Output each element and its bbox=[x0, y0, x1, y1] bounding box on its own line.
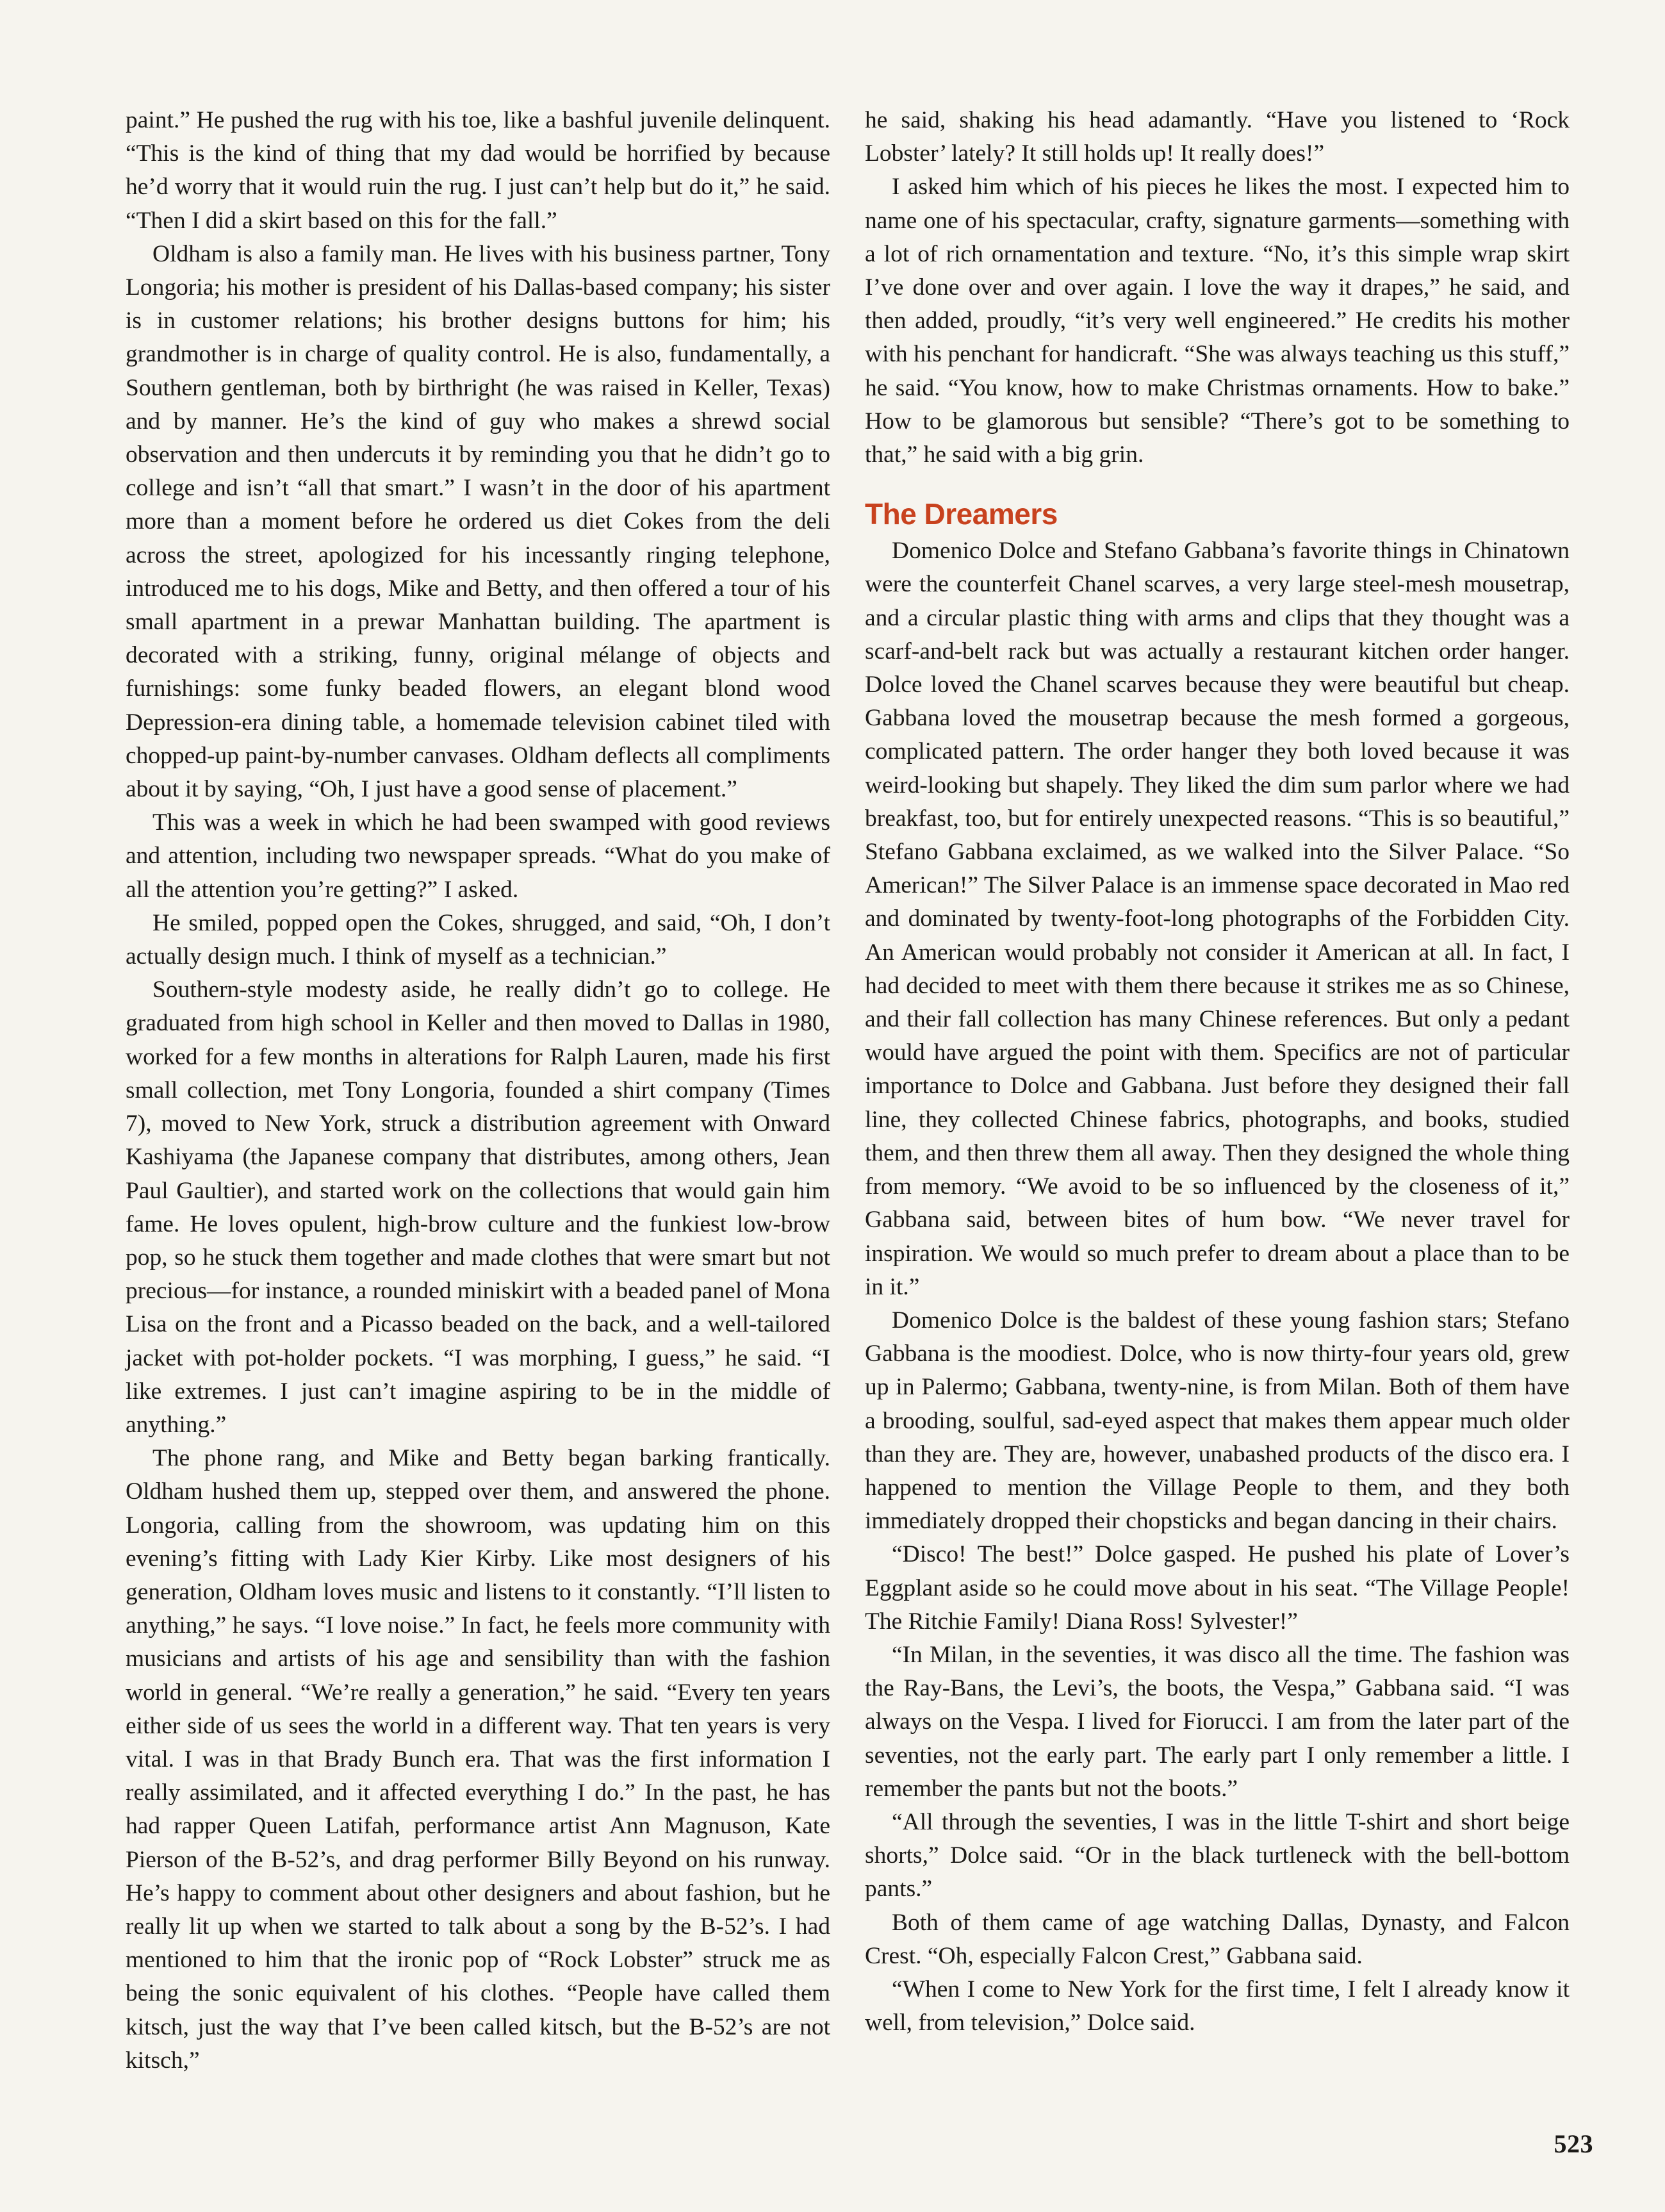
paragraph: he said, shaking his head adamantly. “Have you listened to ‘Rock Lobster’ lately? It still holds up! It really does!” bbox=[865, 107, 1570, 167]
paragraph: “When I come to New York for the first time, I felt I already know it well, from television,” Dolce said. bbox=[865, 1976, 1570, 2036]
section-heading: The Dreamers bbox=[865, 497, 1058, 531]
paragraph: Both of them came of age watching Dallas, Dynasty, and Falcon Crest. “Oh, especially Falcon Crest,” Gabbana said. bbox=[865, 1909, 1570, 1969]
paragraph: Domenico Dolce is the baldest of these young fashion stars; Stefano Gabbana is the moodiest. Dolce, who is now thirty-four years old, grew up in Palermo; Gabbana, twenty-nine, is from Milan. Both of them have a brooding, soulful, sad-eyed aspect that makes them appear much older than they are. They are, however, unabashed products of the disco era. I happened to mention the Village People to them, and they both immediately dropped their chopsticks and began dancing in their chairs. bbox=[865, 1307, 1570, 1535]
paragraph: paint.” He pushed the rug with his toe, like a bashful juvenile delinquent. “This is the kind of thing that my dad would be horrified by because he’d worry that it would ruin the rug. I just can’t help but do it,” he said. “Then I did a skirt based on this for the fall.” bbox=[126, 107, 830, 234]
paragraph: Oldham is also a family man. He lives with his business partner, Tony Longoria; his mother is president of his Dallas-based company; his sister is in customer relations; his brother designs buttons for him; his grandmother is in charge of quality control. He is also, fundamentally, a Southern gentleman, both by birthright (he was raised in Keller, Texas) and by manner. He’s the kind of guy who makes a shrewd social observation and then undercuts it by reminding you that he didn’t go to college and isn’t “all that smart.” I wasn’t in the door of his apartment more than a moment before he ordered us diet Cokes from the deli across the street, apologized for his incessantly ringing telephone, introduced me to his dogs, Mike and Betty, and then offered a tour of his small apartment in a prewar Manhattan building. The apartment is decorated with a striking, funny, original mélange of objects and furnishings: some funky beaded flowers, an elegant blond wood Depression-era dining table, a homemade television cabinet tiled with chopped-up paint-by-number canvases. Oldham deflects all compliments about it by saying, “Oh, I just have a good sense of placement.” bbox=[126, 240, 830, 803]
paragraph: He smiled, popped open the Cokes, shrugged, and said, “Oh, I don’t actually design much. I think of myself as a technician.” bbox=[126, 909, 830, 970]
paragraph: Southern-style modesty aside, he really didn’t go to college. He graduated from high school in Keller and then moved to Dallas in 1980, worked for a few months in alterations for Ralph Lauren, made his first small collection, met Tony Longoria, founded a shirt company (Times 7), moved to New York, struck a distribution agreement with Onward Kashiyama (the Japanese company that distributes, among others, Jean Paul Gaultier), and started work on the collections that would gain him fame. He loves opulent, high-brow culture and the funkiest low-brow pop, so he stuck them together and made clothes that were smart but not precious—for instance, a rounded miniskirt with a beaded panel of Mona Lisa on the front and a Picasso beaded on the back, and a well-tailored jacket with pot-holder pockets. “I was morphing, I guess,” he said. “I like extremes. I just can’t imagine aspiring to be in the middle of anything.” bbox=[126, 977, 830, 1438]
paragraph: This was a week in which he had been swamped with good reviews and attention, including two newspaper spreads. “What do you make of all the attention you’re getting?” I asked. bbox=[126, 809, 830, 903]
paragraph: The phone rang, and Mike and Betty began barking frantically. Oldham hushed them up, stepped over them, and answered the phone. Longoria, calling from the showroom, was updating him on this evening’s fitting with Lady Kier Kirby. Like most designers of his generation, Oldham loves music and listens to it constantly. “I’ll listen to anything,” he says. “I love noise.” In fact, he feels more community with musicians and artists of his age and sensibility than with the fashion world in general. “We’re really a generation,” he said. “Every ten years either side of us sees the world in a different way. That ten years is very vital. I was in that Brady Bunch era. That was the first information I really assimilated, and it affected everything I do.” In the past, he has had rapper Queen Latifah, performance artist Ann Magnuson, Kate Pierson of the B-52’s, and drag performer Billy Beyond on his runway. He’s happy to comment about other designers and about fashion, but he really lit up when we started to talk about a song by the B-52’s. I had mentioned to him that the ironic pop of “Rock Lobster” struck me as being the sonic equivalent of his clothes. “People have called them kitsch, just the way that I’ve been called kitsch, but the B-52’s are not kitsch,” bbox=[126, 1445, 830, 2074]
paragraph: “Disco! The best!” Dolce gasped. He pushed his plate of Lover’s Eggplant aside so he could move about in his seat. “The Village People! The Ritchie Family! Diana Ross! Sylvester!” bbox=[865, 1541, 1570, 1635]
left-column bbox=[126, 104, 830, 2077]
paragraph: “All through the seventies, I was in the little T-shirt and short beige shorts,” Dolce said. “Or in the black turtleneck with the bell-bottom pants.” bbox=[865, 1808, 1570, 1902]
paragraph: “In Milan, in the seventies, it was disco all the time. The fashion was the Ray-Bans, the Levi’s, the boots, the Vespa,” Gabbana said. “I was always on the Vespa. I lived for Fiorucci. I am from the later part of the seventies, not the early part. The early part I only remember a little. I remember the pants but not the boots.” bbox=[865, 1641, 1570, 1802]
paragraph: I asked him which of his pieces he likes the most. I expected him to name one of his spectacular, crafty, signature garments—something with a lot of rich ornamentation and texture. “No, it’s this simple wrap skirt I’ve done over and over again. I love the way it drapes,” he said, and then added, proudly, “it’s very well engineered.” He credits his mother with his penchant for handicraft. “She was always teaching us this stuff,” he said. “You know, how to make Christmas ornaments. How to bake.” How to be glamorous but sensible? “There’s got to be something to that,” he said with a big grin. bbox=[865, 174, 1570, 468]
right-column bbox=[865, 104, 1570, 2040]
page-number: 523 bbox=[1554, 2129, 1593, 2158]
paragraph: Domenico Dolce and Stefano Gabbana’s favorite things in Chinatown were the counterfeit Chanel scarves, a very large steel-mesh mousetrap, and a circular plastic thing with arms and clips that they thought was a scarf-and-belt rack but was actually a restaurant kitchen order hanger. Dolce loved the Chanel scarves because they were beautiful but cheap. Gabbana loved the mousetrap because the mesh formed a gorgeous, complicated pattern. The order hanger they both loved because it was weird-looking but shapely. They liked the dim sum parlor where we had breakfast, too, but for entirely unexpected reasons. “This is so beautiful,” Stefano Gabbana exclaimed, as we walked into the Silver Palace. “So American!” The Silver Palace is an immense space decorated in Mao red and dominated by twenty-foot-long photographs of the Forbidden City. An American would probably not consider it American at all. In fact, I had decided to meet with them there because it strikes me as so Chinese, and their fall collection has many Chinese references. But only a pedant would have argued the point with them. Specifics are not of particular importance to Dolce and Gabbana. Just before they designed their fall line, they collected Chinese fabrics, photographs, and books, studied them, and then threw them all away. Then they designed the whole thing from memory. “We avoid to be so influenced by the closeness of it,” Gabbana said, between bites of hum bow. “We never travel for inspiration. We would so much prefer to dream about a place than to be in it.” bbox=[865, 538, 1570, 1300]
